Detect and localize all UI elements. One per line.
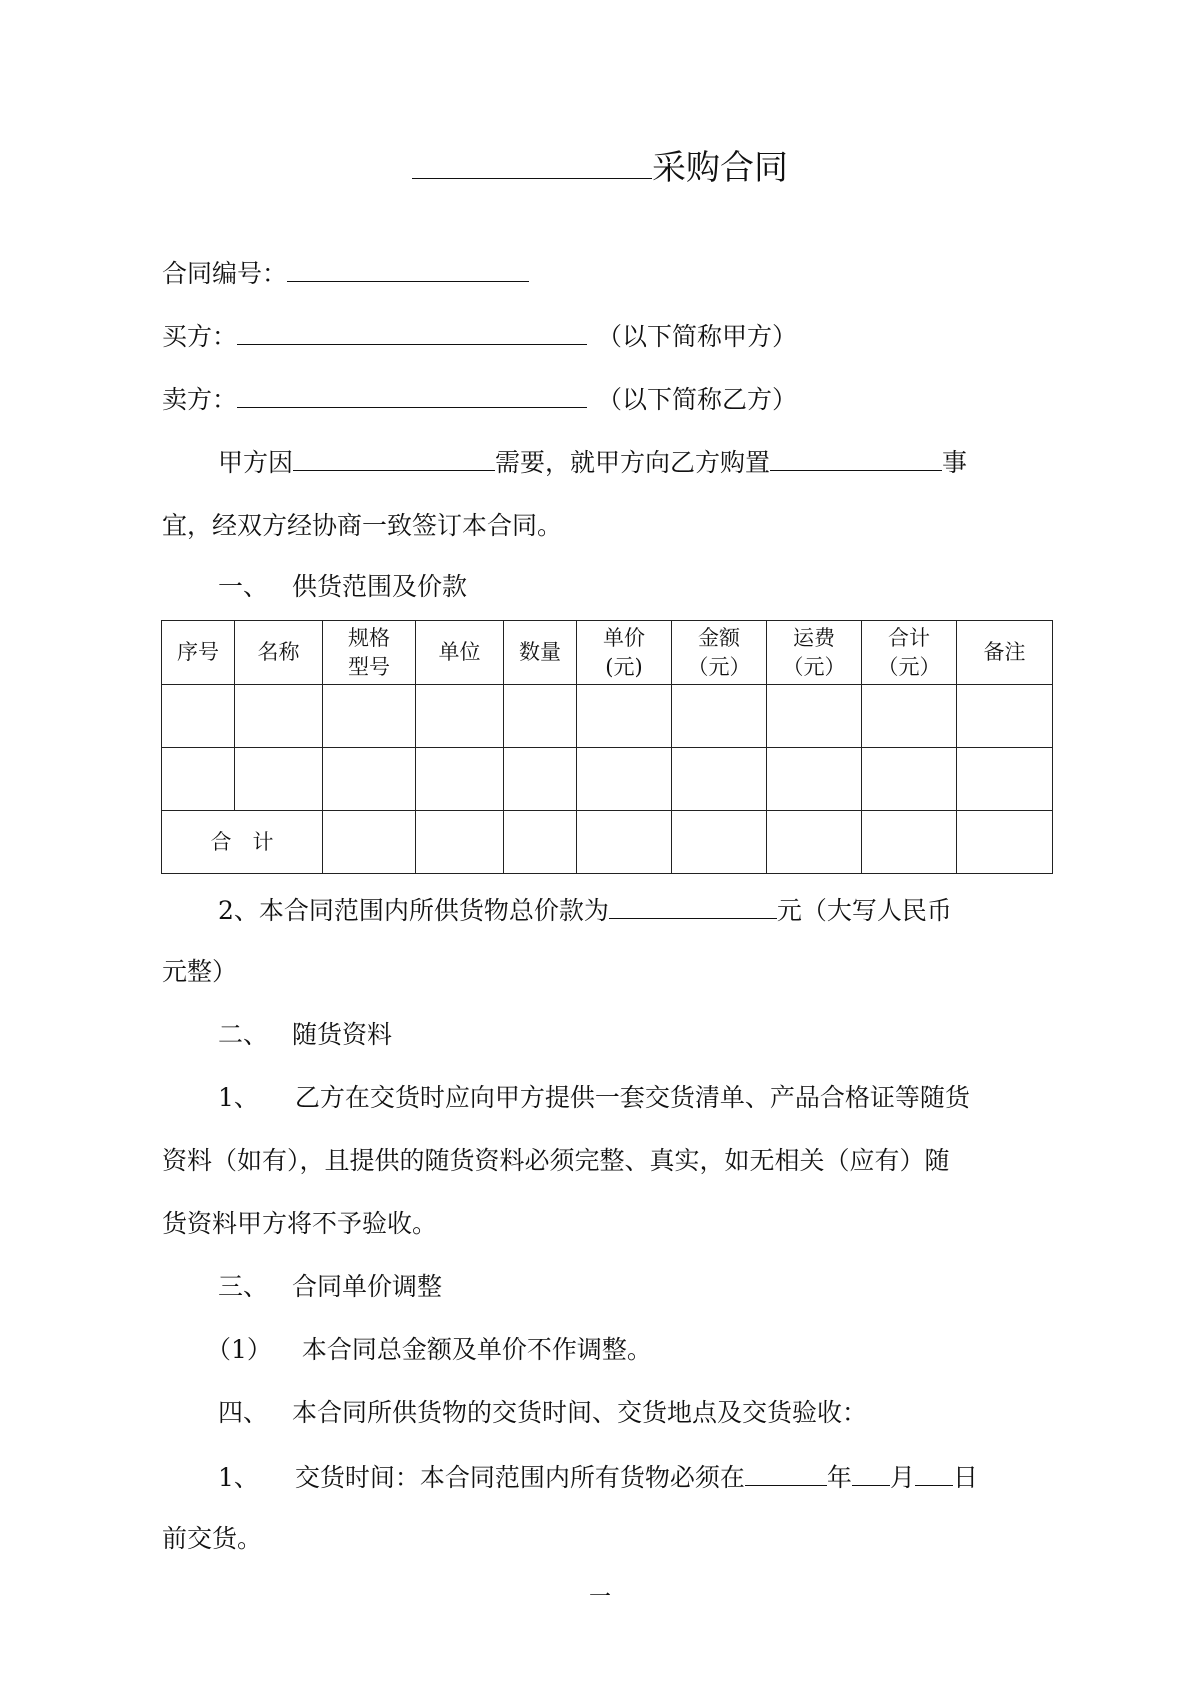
- table-cell[interactable]: [862, 685, 957, 748]
- section-4-num: 四、: [218, 1398, 269, 1427]
- table-row: [162, 685, 1053, 748]
- table-row: [162, 748, 1053, 811]
- header-cell: 数量: [504, 621, 577, 685]
- s3-item1-text: 本合同总金额及单价不作调整。: [301, 1335, 652, 1364]
- section-4-heading: [218, 1396, 867, 1430]
- buyer-blank[interactable]: [237, 318, 587, 345]
- section-2-heading: [218, 1018, 392, 1052]
- contract-no-label: 合同编号：: [162, 259, 288, 288]
- table-total-row: [162, 811, 1053, 874]
- table-cell[interactable]: [235, 748, 323, 811]
- s3-item1-line: [206, 1333, 652, 1367]
- table-cell[interactable]: [416, 685, 504, 748]
- day-label: 日: [952, 1463, 978, 1492]
- table-cell[interactable]: [577, 685, 672, 748]
- intro-text-c: 事: [942, 448, 968, 477]
- buyer-line: [162, 318, 797, 354]
- section-1-title: 供货范围及价款: [292, 572, 468, 601]
- goods-table: [161, 620, 1053, 874]
- s2-item1-line-2: 资料（如有），且提供的随货资料必须完整、真实，如无相关（应有）随: [162, 1146, 950, 1175]
- table-cell[interactable]: [577, 811, 672, 874]
- page-number: 一: [588, 1585, 611, 1610]
- s2-item1-line-3: 货资料甲方将不予验收。: [162, 1209, 438, 1238]
- section-2-num: 二、: [218, 1020, 269, 1049]
- table-cell[interactable]: [323, 685, 416, 748]
- table-cell[interactable]: [767, 748, 862, 811]
- table-cell[interactable]: [504, 811, 577, 874]
- header-cell: 名称: [235, 621, 323, 685]
- price-text-a: 2、本合同范围内所供货物总价款为: [218, 896, 609, 925]
- price-line-1: [218, 892, 952, 928]
- table-header-row: [162, 621, 1053, 685]
- page-title: [0, 142, 1200, 191]
- s3-item1-num: （1）: [206, 1335, 272, 1364]
- day-blank[interactable]: [915, 1459, 953, 1486]
- table-cell[interactable]: [577, 748, 672, 811]
- header-cell: 规格 型号: [323, 621, 416, 685]
- intro-line-1: [218, 444, 967, 480]
- section-3-num: 三、: [218, 1272, 269, 1301]
- section-1-num: 一、: [218, 572, 269, 601]
- table-cell[interactable]: [504, 685, 577, 748]
- intro-line-2: 宜，经双方经协商一致签订本合同。: [162, 511, 563, 540]
- header-cell: 单位: [416, 621, 504, 685]
- year-label: 年: [826, 1463, 852, 1492]
- month-label: 月: [889, 1463, 915, 1492]
- contract-no-line: [162, 255, 529, 291]
- seller-line: [162, 381, 797, 417]
- table-cell[interactable]: [767, 811, 862, 874]
- s4-item1-line-2: 前交货。: [162, 1524, 263, 1553]
- header-cell: 备注: [957, 621, 1053, 685]
- price-text-b: 元（大写人民币: [776, 896, 952, 925]
- table-cell[interactable]: [672, 748, 767, 811]
- table-cell[interactable]: [672, 811, 767, 874]
- year-blank[interactable]: [745, 1459, 827, 1486]
- table-cell[interactable]: [862, 811, 957, 874]
- table-cell[interactable]: [957, 685, 1053, 748]
- header-cell: 合计 （元）: [862, 621, 957, 685]
- s2-item1-num: 1、: [218, 1083, 259, 1112]
- table-cell[interactable]: [162, 748, 235, 811]
- header-cell: 单价 (元): [577, 621, 672, 685]
- table-cell[interactable]: [862, 748, 957, 811]
- section-3-heading: [218, 1270, 442, 1304]
- section-3-title: 合同单价调整: [292, 1272, 443, 1301]
- table-cell[interactable]: [672, 685, 767, 748]
- intro-text-b: 需要，就甲方向乙方购置: [495, 448, 771, 477]
- intro-text-a: 甲方因: [218, 448, 294, 477]
- table-cell[interactable]: [323, 748, 416, 811]
- section-2-title: 随货资料: [292, 1020, 393, 1049]
- buyer-note: （以下简称甲方）: [597, 322, 798, 351]
- title-text: 采购合同: [652, 148, 788, 188]
- seller-blank[interactable]: [237, 381, 587, 408]
- header-cell: 序号: [162, 621, 235, 685]
- table-cell[interactable]: [416, 748, 504, 811]
- seller-label: 卖方：: [162, 385, 238, 414]
- purpose-blank[interactable]: [293, 444, 495, 471]
- buyer-label: 买方：: [162, 322, 238, 351]
- contract-no-blank[interactable]: [287, 255, 529, 282]
- month-blank[interactable]: [852, 1459, 890, 1486]
- table-cell[interactable]: [235, 685, 323, 748]
- header-cell: 运费 （元）: [767, 621, 862, 685]
- s4-item1-num: 1、: [218, 1463, 259, 1492]
- price-line-2: 元整）: [162, 957, 238, 986]
- section-1-heading: [218, 570, 467, 604]
- total-label-cell: 合 计: [162, 811, 323, 874]
- header-cell: 金额 （元）: [672, 621, 767, 685]
- s2-item1-line-1: [218, 1081, 970, 1115]
- table-cell[interactable]: [767, 685, 862, 748]
- table-cell[interactable]: [416, 811, 504, 874]
- table-cell[interactable]: [957, 811, 1053, 874]
- s2-item1-text: 乙方在交货时应向甲方提供一套交货清单、产品合格证等随货: [294, 1083, 970, 1112]
- title-blank[interactable]: [412, 142, 652, 179]
- table-cell[interactable]: [957, 748, 1053, 811]
- table-cell[interactable]: [162, 685, 235, 748]
- table-cell[interactable]: [504, 748, 577, 811]
- s4-item1-line-1: [218, 1459, 978, 1495]
- goods-blank[interactable]: [770, 444, 942, 471]
- table-cell[interactable]: [323, 811, 416, 874]
- section-4-title: 本合同所供货物的交货时间、交货地点及交货验收：: [292, 1398, 868, 1427]
- total-price-blank[interactable]: [609, 892, 777, 919]
- s4-item1-text: 交货时间：本合同范围内所有货物必须在: [294, 1463, 745, 1492]
- seller-note: （以下简称乙方）: [597, 385, 798, 414]
